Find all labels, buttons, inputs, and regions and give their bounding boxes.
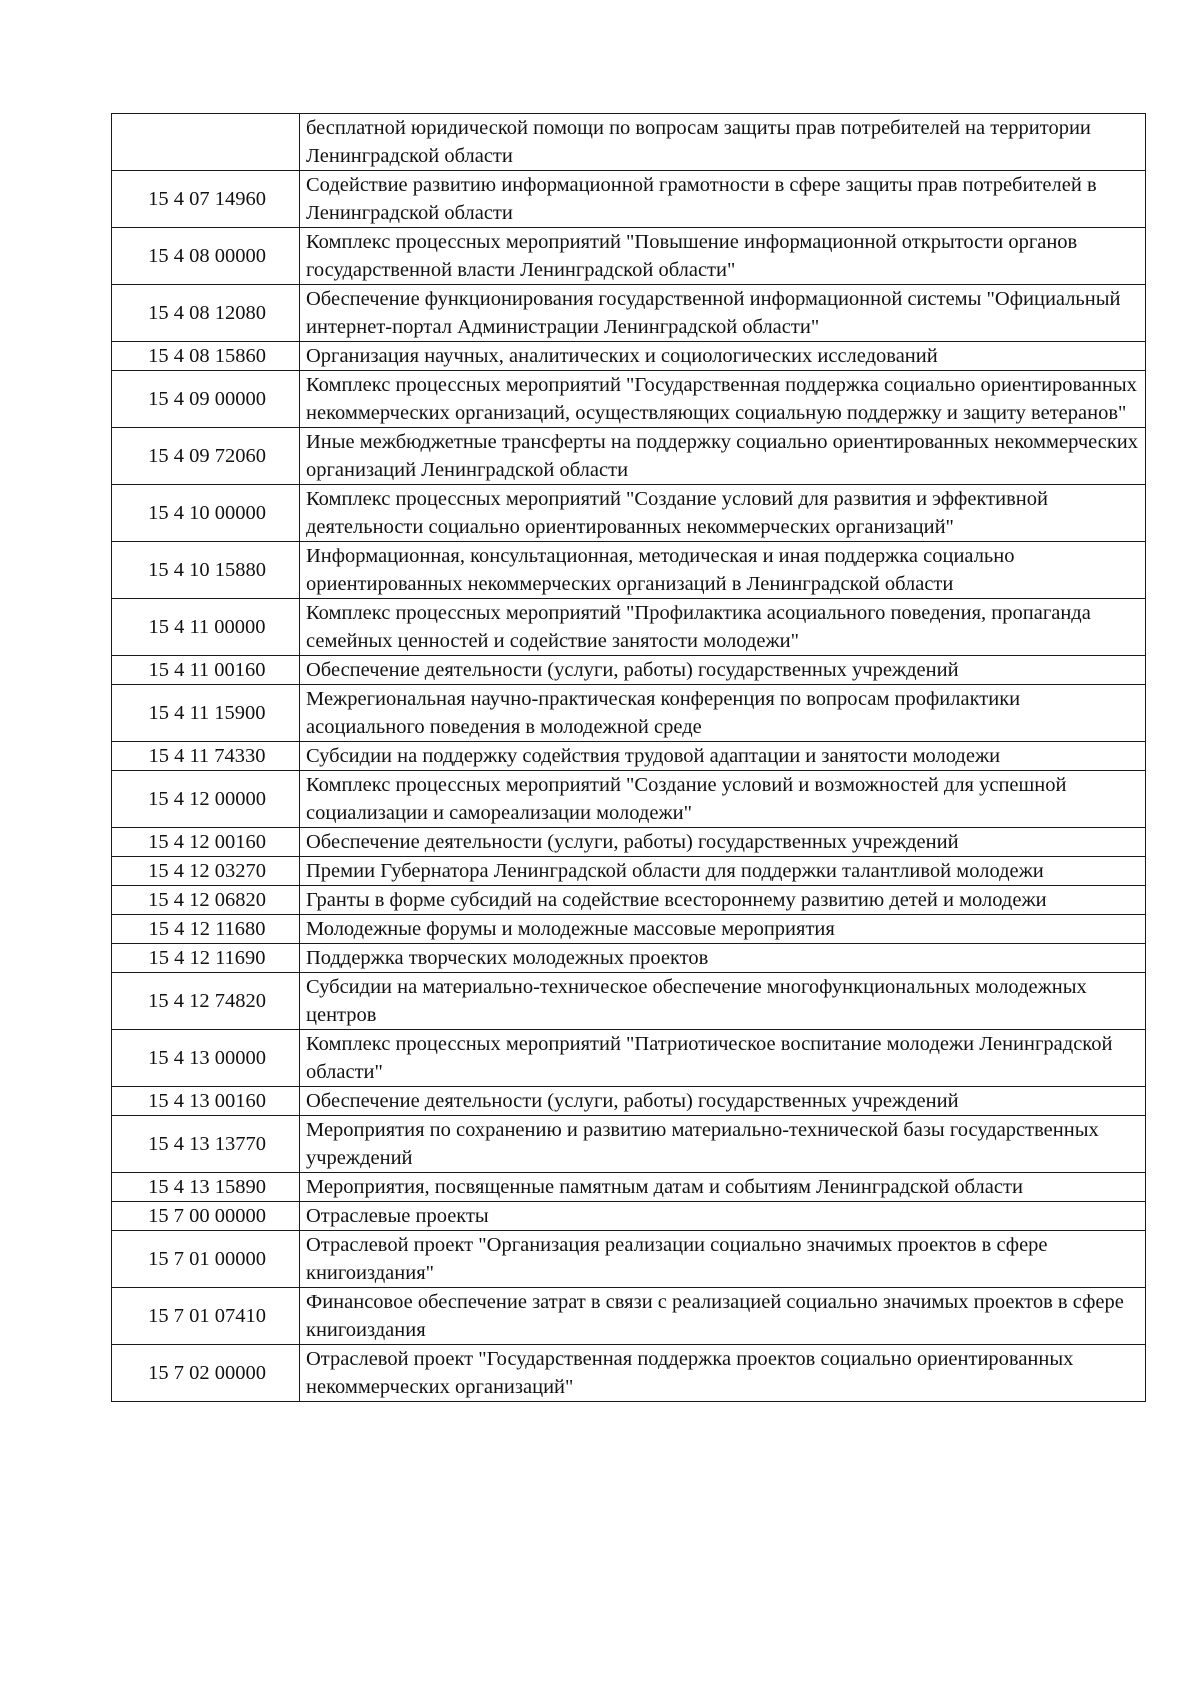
code-cell: 15 7 01 07410: [112, 1288, 300, 1345]
code-cell: 15 4 10 00000: [112, 485, 300, 542]
code-cell: 15 7 01 00000: [112, 1231, 300, 1288]
table-row: [112, 114, 1146, 171]
table-row: [112, 1173, 1146, 1202]
table-row: [112, 1116, 1146, 1173]
code-cell: 15 4 12 00000: [112, 771, 300, 828]
name-cell: Субсидии на поддержку содействия трудовой адаптации и занятости молодежи: [300, 742, 1146, 771]
table-row: [112, 1202, 1146, 1231]
code-cell: 15 4 12 11680: [112, 915, 300, 944]
name-cell: Комплекс процессных мероприятий "Создание условий для развития и эффективной деятельности социально ориентированных некоммерческих организаций": [300, 485, 1146, 542]
table-row: [112, 599, 1146, 656]
table-row: [112, 1288, 1146, 1345]
budget-classification-table: [111, 113, 1146, 1402]
table-row: [112, 685, 1146, 742]
table-row: [112, 886, 1146, 915]
table-row: [112, 342, 1146, 371]
name-cell: Комплекс процессных мероприятий "Государственная поддержка социально ориентированных некоммерческих организаций, осуществляющих социальную поддержку и защиту ветеранов": [300, 371, 1146, 428]
table-row: [112, 1030, 1146, 1087]
table-row: [112, 828, 1146, 857]
code-cell: 15 4 13 00160: [112, 1087, 300, 1116]
name-cell: Мероприятия, посвященные памятным датам и событиям Ленинградской области: [300, 1173, 1146, 1202]
name-cell: Обеспечение деятельности (услуги, работы) государственных учреждений: [300, 1087, 1146, 1116]
name-cell: Поддержка творческих молодежных проектов: [300, 944, 1146, 973]
code-cell: 15 4 12 74820: [112, 973, 300, 1030]
code-cell: 15 4 08 00000: [112, 228, 300, 285]
code-cell: 15 4 11 00000: [112, 599, 300, 656]
code-cell: 15 4 13 13770: [112, 1116, 300, 1173]
table-row: [112, 428, 1146, 485]
name-cell: бесплатной юридической помощи по вопросам защиты прав потребителей на территории Ленинградской области: [300, 114, 1146, 171]
code-cell: 15 4 12 00160: [112, 828, 300, 857]
name-cell: Отраслевые проекты: [300, 1202, 1146, 1231]
name-cell: Обеспечение деятельности (услуги, работы) государственных учреждений: [300, 656, 1146, 685]
name-cell: Комплекс процессных мероприятий "Патриотическое воспитание молодежи Ленинградской области": [300, 1030, 1146, 1087]
name-cell: Межрегиональная научно-практическая конференция по вопросам профилактики асоциального поведения в молодежной среде: [300, 685, 1146, 742]
code-cell: 15 7 02 00000: [112, 1345, 300, 1402]
code-cell: 15 7 00 00000: [112, 1202, 300, 1231]
name-cell: Иные межбюджетные трансферты на поддержку социально ориентированных некоммерческих организаций Ленинградской области: [300, 428, 1146, 485]
code-cell: 15 4 12 11690: [112, 944, 300, 973]
table-row: [112, 1345, 1146, 1402]
table-row: [112, 1231, 1146, 1288]
code-cell: 15 4 12 03270: [112, 857, 300, 886]
code-cell: 15 4 08 15860: [112, 342, 300, 371]
table-row: [112, 542, 1146, 599]
table-row: [112, 1087, 1146, 1116]
name-cell: Комплекс процессных мероприятий "Создание условий и возможностей для успешной социализации и самореализации молодежи": [300, 771, 1146, 828]
name-cell: Организация научных, аналитических и социологических исследований: [300, 342, 1146, 371]
table-row: [112, 915, 1146, 944]
table-row: [112, 742, 1146, 771]
table-row: [112, 371, 1146, 428]
code-cell: 15 4 09 00000: [112, 371, 300, 428]
table-row: [112, 485, 1146, 542]
table-row: [112, 771, 1146, 828]
table-body: [112, 114, 1146, 1402]
name-cell: Отраслевой проект "Государственная поддержка проектов социально ориентированных некоммерческих организаций": [300, 1345, 1146, 1402]
name-cell: Информационная, консультационная, методическая и иная поддержка социально ориентированных некоммерческих организаций в Ленинградской области: [300, 542, 1146, 599]
name-cell: Финансовое обеспечение затрат в связи с реализацией социально значимых проектов в сфере книгоиздания: [300, 1288, 1146, 1345]
table-row: [112, 973, 1146, 1030]
table-row: [112, 857, 1146, 886]
code-cell: [112, 114, 300, 171]
code-cell: 15 4 09 72060: [112, 428, 300, 485]
name-cell: Обеспечение функционирования государственной информационной системы "Официальный интернет-портал Администрации Ленинградской области": [300, 285, 1146, 342]
name-cell: Отраслевой проект "Организация реализации социально значимых проектов в сфере книгоиздания": [300, 1231, 1146, 1288]
name-cell: Содействие развитию информационной грамотности в сфере защиты прав потребителей в Ленинградской области: [300, 171, 1146, 228]
code-cell: 15 4 08 12080: [112, 285, 300, 342]
code-cell: 15 4 13 15890: [112, 1173, 300, 1202]
table-row: [112, 285, 1146, 342]
table-row: [112, 656, 1146, 685]
name-cell: Комплекс процессных мероприятий "Повышение информационной открытости органов государственной власти Ленинградской области": [300, 228, 1146, 285]
table-row: [112, 944, 1146, 973]
document-page: [111, 113, 1146, 1402]
table-row: [112, 171, 1146, 228]
name-cell: Гранты в форме субсидий на содействие всестороннему развитию детей и молодежи: [300, 886, 1146, 915]
name-cell: Мероприятия по сохранению и развитию материально-технической базы государственных учреждений: [300, 1116, 1146, 1173]
code-cell: 15 4 11 00160: [112, 656, 300, 685]
code-cell: 15 4 13 00000: [112, 1030, 300, 1087]
code-cell: 15 4 10 15880: [112, 542, 300, 599]
name-cell: Субсидии на материально-техническое обеспечение многофункциональных молодежных центров: [300, 973, 1146, 1030]
code-cell: 15 4 11 74330: [112, 742, 300, 771]
table-row: [112, 228, 1146, 285]
code-cell: 15 4 11 15900: [112, 685, 300, 742]
name-cell: Комплекс процессных мероприятий "Профилактика асоциального поведения, пропаганда семейных ценностей и содействие занятости молодежи": [300, 599, 1146, 656]
name-cell: Молодежные форумы и молодежные массовые мероприятия: [300, 915, 1146, 944]
code-cell: 15 4 12 06820: [112, 886, 300, 915]
name-cell: Премии Губернатора Ленинградской области для поддержки талантливой молодежи: [300, 857, 1146, 886]
code-cell: 15 4 07 14960: [112, 171, 300, 228]
name-cell: Обеспечение деятельности (услуги, работы) государственных учреждений: [300, 828, 1146, 857]
